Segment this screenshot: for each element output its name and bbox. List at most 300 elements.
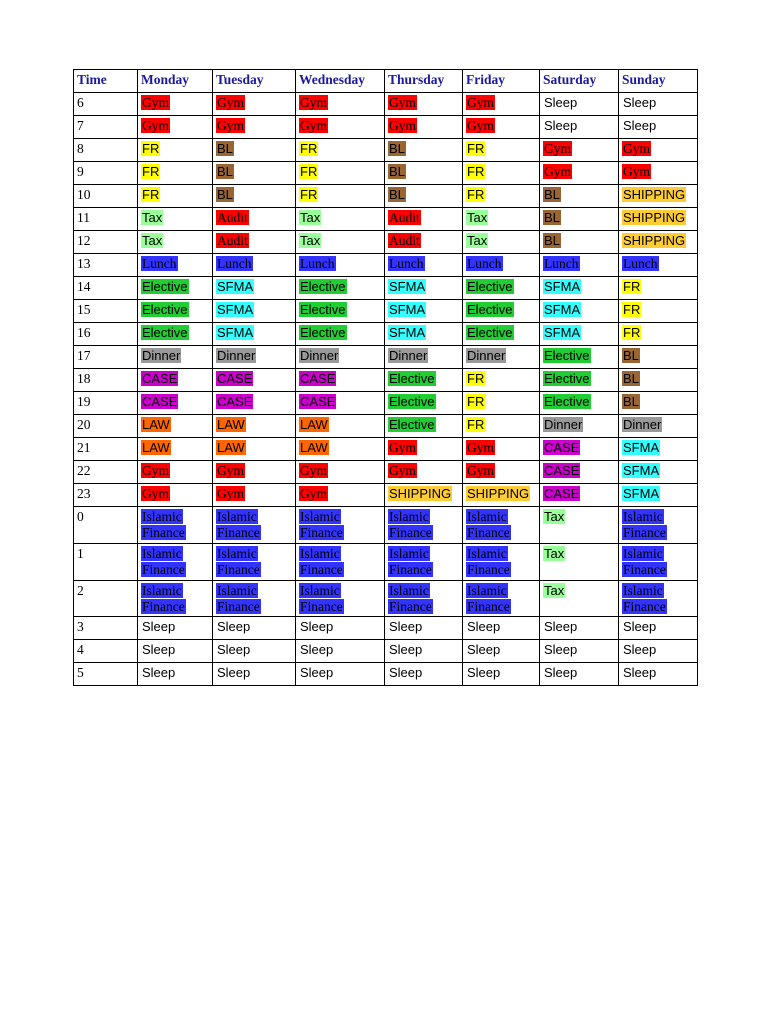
activity-label: LAW bbox=[217, 440, 245, 455]
activity-label: Elective bbox=[467, 279, 513, 294]
schedule-cell-saturday bbox=[540, 640, 619, 663]
activity-label: Gym bbox=[544, 141, 571, 156]
activity-label: Gym bbox=[623, 141, 650, 156]
schedule-cell-wednesday bbox=[296, 507, 385, 544]
table-row bbox=[74, 185, 698, 208]
schedule-cell-saturday bbox=[540, 300, 619, 323]
schedule-cell-tuesday bbox=[213, 392, 296, 415]
activity-label: Sleep bbox=[623, 95, 657, 110]
schedule-cell-thursday bbox=[385, 116, 463, 139]
time-cell: 8 bbox=[74, 139, 138, 162]
schedule-cell-wednesday bbox=[296, 484, 385, 507]
schedule-cell-sunday bbox=[619, 162, 698, 185]
activity-label: FR bbox=[300, 187, 318, 202]
schedule-cell-saturday bbox=[540, 208, 619, 231]
table-row bbox=[74, 617, 698, 640]
column-header-saturday: Saturday bbox=[540, 70, 619, 93]
activity-label: LAW bbox=[300, 417, 328, 432]
weekly-schedule-table bbox=[73, 69, 698, 686]
activity-label: Audit bbox=[217, 233, 248, 248]
schedule-cell-monday bbox=[138, 277, 213, 300]
schedule-cell-tuesday bbox=[213, 277, 296, 300]
schedule-cell-saturday bbox=[540, 346, 619, 369]
schedule-cell-thursday bbox=[385, 438, 463, 461]
schedule-cell-saturday bbox=[540, 277, 619, 300]
table-row bbox=[74, 438, 698, 461]
time-cell: 12 bbox=[74, 231, 138, 254]
activity-label: Elective bbox=[389, 417, 435, 432]
table-row bbox=[74, 580, 698, 617]
schedule-cell-monday bbox=[138, 139, 213, 162]
activity-label: LAW bbox=[217, 417, 245, 432]
schedule-cell-tuesday bbox=[213, 254, 296, 277]
time-cell: 22 bbox=[74, 461, 138, 484]
schedule-cell-tuesday bbox=[213, 231, 296, 254]
activity-label: FR bbox=[300, 141, 318, 156]
activity-label: FR bbox=[142, 141, 160, 156]
schedule-cell-friday bbox=[463, 392, 540, 415]
activity-label: Audit bbox=[389, 210, 420, 225]
schedule-cell-saturday bbox=[540, 484, 619, 507]
activity-label: Sleep bbox=[623, 642, 657, 658]
activity-label: Sleep bbox=[300, 665, 334, 681]
table-row bbox=[74, 139, 698, 162]
activity-label: Sleep bbox=[300, 619, 334, 635]
schedule-cell-tuesday bbox=[213, 369, 296, 392]
schedule-cell-saturday bbox=[540, 162, 619, 185]
time-cell: 9 bbox=[74, 162, 138, 185]
schedule-cell-thursday bbox=[385, 617, 463, 640]
table-row bbox=[74, 663, 698, 686]
time-cell: 13 bbox=[74, 254, 138, 277]
activity-label: FR bbox=[623, 279, 641, 294]
schedule-cell-sunday bbox=[619, 185, 698, 208]
activity-label: Islamic Finance bbox=[623, 582, 666, 615]
activity-label: Elective bbox=[142, 302, 188, 317]
activity-label: Sleep bbox=[389, 619, 423, 635]
schedule-cell-friday bbox=[463, 461, 540, 484]
activity-label: Audit bbox=[217, 210, 248, 225]
activity-label: FR bbox=[467, 417, 485, 432]
activity-label: Sleep bbox=[623, 665, 657, 681]
schedule-cell-sunday bbox=[619, 484, 698, 507]
schedule-cell-sunday bbox=[619, 461, 698, 484]
activity-label: CASE bbox=[217, 394, 253, 409]
schedule-cell-thursday bbox=[385, 580, 463, 617]
schedule-cell-monday bbox=[138, 346, 213, 369]
schedule-cell-sunday bbox=[619, 580, 698, 617]
schedule-cell-thursday bbox=[385, 139, 463, 162]
schedule-cell-sunday bbox=[619, 139, 698, 162]
activity-label: SFMA bbox=[389, 325, 426, 340]
activity-label: CASE bbox=[544, 486, 580, 501]
activity-label: Elective bbox=[544, 371, 590, 386]
schedule-cell-friday bbox=[463, 640, 540, 663]
time-cell: 18 bbox=[74, 369, 138, 392]
activity-label: Gym bbox=[217, 118, 244, 133]
schedule-cell-friday bbox=[463, 507, 540, 544]
activity-label: Gym bbox=[300, 95, 327, 110]
activity-label: Gym bbox=[300, 463, 327, 478]
schedule-cell-tuesday bbox=[213, 663, 296, 686]
schedule-cell-wednesday bbox=[296, 300, 385, 323]
activity-label: Islamic Finance bbox=[389, 545, 432, 578]
schedule-cell-friday bbox=[463, 208, 540, 231]
schedule-cell-friday bbox=[463, 162, 540, 185]
schedule-cell-saturday bbox=[540, 369, 619, 392]
schedule-cell-monday bbox=[138, 461, 213, 484]
schedule-cell-saturday bbox=[540, 543, 619, 580]
activity-label: SFMA bbox=[389, 279, 426, 294]
activity-label: Elective bbox=[389, 394, 435, 409]
activity-label: Islamic Finance bbox=[389, 582, 432, 615]
activity-label: CASE bbox=[142, 394, 178, 409]
activity-label: Islamic Finance bbox=[142, 509, 185, 541]
activity-label: Tax bbox=[300, 233, 321, 248]
schedule-cell-monday bbox=[138, 93, 213, 116]
activity-label: Elective bbox=[300, 279, 346, 294]
table-row bbox=[74, 323, 698, 346]
time-cell: 11 bbox=[74, 208, 138, 231]
schedule-cell-tuesday bbox=[213, 640, 296, 663]
activity-label: LAW bbox=[300, 440, 328, 455]
schedule-cell-tuesday bbox=[213, 208, 296, 231]
schedule-cell-friday bbox=[463, 617, 540, 640]
schedule-cell-wednesday bbox=[296, 231, 385, 254]
schedule-cell-sunday bbox=[619, 617, 698, 640]
activity-label: Gym bbox=[467, 440, 494, 455]
schedule-cell-monday bbox=[138, 254, 213, 277]
schedule-cell-friday bbox=[463, 484, 540, 507]
table-header bbox=[74, 70, 698, 93]
schedule-cell-sunday bbox=[619, 208, 698, 231]
schedule-cell-sunday bbox=[619, 663, 698, 686]
schedule-cell-friday bbox=[463, 116, 540, 139]
activity-label: Islamic Finance bbox=[300, 545, 343, 578]
time-cell: 5 bbox=[74, 663, 138, 686]
activity-label: Islamic Finance bbox=[467, 545, 510, 578]
activity-label: CASE bbox=[300, 371, 336, 386]
activity-label: FR bbox=[467, 164, 485, 179]
activity-label: Islamic Finance bbox=[623, 509, 666, 541]
schedule-cell-wednesday bbox=[296, 415, 385, 438]
activity-label: Gym bbox=[217, 486, 244, 501]
activity-label: Gym bbox=[467, 463, 494, 478]
activity-label: BL bbox=[217, 141, 233, 156]
schedule-cell-wednesday bbox=[296, 277, 385, 300]
activity-label: CASE bbox=[300, 394, 336, 409]
schedule-cell-sunday bbox=[619, 323, 698, 346]
schedule-cell-tuesday bbox=[213, 139, 296, 162]
schedule-cell-friday bbox=[463, 93, 540, 116]
activity-label: Sleep bbox=[300, 642, 334, 658]
activity-label: Gym bbox=[142, 118, 169, 133]
activity-label: Dinner bbox=[389, 348, 428, 363]
activity-label: Gym bbox=[467, 118, 494, 133]
column-header-wednesday: Wednesday bbox=[296, 70, 385, 93]
activity-label: SHIPPING bbox=[467, 486, 530, 501]
time-cell: 21 bbox=[74, 438, 138, 461]
activity-label: Elective bbox=[467, 325, 513, 340]
activity-label: SHIPPING bbox=[389, 486, 452, 501]
schedule-cell-monday bbox=[138, 208, 213, 231]
schedule-cell-wednesday bbox=[296, 208, 385, 231]
activity-label: Gym bbox=[217, 95, 244, 110]
schedule-cell-tuesday bbox=[213, 323, 296, 346]
schedule-cell-thursday bbox=[385, 254, 463, 277]
activity-label: Tax bbox=[544, 582, 565, 598]
time-cell: 19 bbox=[74, 392, 138, 415]
schedule-cell-thursday bbox=[385, 300, 463, 323]
activity-label: BL bbox=[623, 371, 639, 386]
schedule-cell-tuesday bbox=[213, 185, 296, 208]
time-cell: 20 bbox=[74, 415, 138, 438]
schedule-cell-sunday bbox=[619, 300, 698, 323]
schedule-cell-monday bbox=[138, 369, 213, 392]
activity-label: Dinner bbox=[623, 417, 662, 432]
schedule-cell-wednesday bbox=[296, 346, 385, 369]
activity-label: Gym bbox=[467, 95, 494, 110]
activity-label: SFMA bbox=[623, 486, 660, 501]
activity-label: Islamic Finance bbox=[217, 545, 260, 578]
schedule-cell-friday bbox=[463, 415, 540, 438]
activity-label: Elective bbox=[300, 325, 346, 340]
schedule-cell-saturday bbox=[540, 116, 619, 139]
activity-label: Sleep bbox=[467, 665, 501, 681]
activity-label: SFMA bbox=[217, 279, 254, 294]
time-cell: 1 bbox=[74, 543, 138, 580]
schedule-cell-saturday bbox=[540, 507, 619, 544]
schedule-cell-thursday bbox=[385, 346, 463, 369]
activity-label: Islamic Finance bbox=[467, 509, 510, 541]
table-row bbox=[74, 93, 698, 116]
schedule-cell-friday bbox=[463, 139, 540, 162]
time-cell: 3 bbox=[74, 617, 138, 640]
schedule-cell-tuesday bbox=[213, 484, 296, 507]
activity-label: LAW bbox=[142, 417, 170, 432]
schedule-cell-tuesday bbox=[213, 93, 296, 116]
table-row bbox=[74, 461, 698, 484]
schedule-cell-saturday bbox=[540, 231, 619, 254]
activity-label: Gym bbox=[300, 486, 327, 501]
schedule-cell-monday bbox=[138, 392, 213, 415]
activity-label: Elective bbox=[300, 302, 346, 317]
activity-label: Sleep bbox=[544, 118, 578, 133]
column-header-friday: Friday bbox=[463, 70, 540, 93]
activity-label: FR bbox=[467, 141, 485, 156]
schedule-cell-tuesday bbox=[213, 580, 296, 617]
activity-label: Islamic Finance bbox=[300, 582, 343, 615]
schedule-cell-wednesday bbox=[296, 185, 385, 208]
activity-label: BL bbox=[544, 210, 560, 225]
activity-label: Elective bbox=[467, 302, 513, 317]
schedule-cell-thursday bbox=[385, 543, 463, 580]
schedule-cell-friday bbox=[463, 543, 540, 580]
schedule-cell-tuesday bbox=[213, 162, 296, 185]
schedule-cell-thursday bbox=[385, 415, 463, 438]
schedule-cell-wednesday bbox=[296, 543, 385, 580]
time-cell: 0 bbox=[74, 507, 138, 544]
schedule-cell-wednesday bbox=[296, 139, 385, 162]
schedule-cell-tuesday bbox=[213, 438, 296, 461]
schedule-cell-friday bbox=[463, 346, 540, 369]
table-row bbox=[74, 415, 698, 438]
activity-label: Tax bbox=[467, 233, 488, 248]
time-cell: 10 bbox=[74, 185, 138, 208]
table-row bbox=[74, 162, 698, 185]
schedule-cell-saturday bbox=[540, 392, 619, 415]
schedule-cell-sunday bbox=[619, 507, 698, 544]
table-row bbox=[74, 346, 698, 369]
table-row bbox=[74, 392, 698, 415]
activity-label: CASE bbox=[142, 371, 178, 386]
activity-label: Sleep bbox=[142, 665, 176, 681]
schedule-cell-saturday bbox=[540, 185, 619, 208]
header-row bbox=[74, 70, 698, 93]
schedule-cell-sunday bbox=[619, 438, 698, 461]
activity-label: SFMA bbox=[544, 279, 581, 294]
schedule-cell-monday bbox=[138, 438, 213, 461]
activity-label: Tax bbox=[467, 210, 488, 225]
activity-label: Lunch bbox=[300, 256, 335, 271]
column-header-sunday: Sunday bbox=[619, 70, 698, 93]
table-row bbox=[74, 231, 698, 254]
activity-label: LAW bbox=[142, 440, 170, 455]
schedule-cell-thursday bbox=[385, 484, 463, 507]
activity-label: Islamic Finance bbox=[142, 582, 185, 615]
schedule-cell-saturday bbox=[540, 438, 619, 461]
schedule-cell-friday bbox=[463, 300, 540, 323]
schedule-cell-saturday bbox=[540, 580, 619, 617]
schedule-cell-wednesday bbox=[296, 663, 385, 686]
schedule-cell-saturday bbox=[540, 254, 619, 277]
activity-label: SHIPPING bbox=[623, 187, 686, 202]
schedule-cell-thursday bbox=[385, 369, 463, 392]
table-row bbox=[74, 369, 698, 392]
column-header-thursday: Thursday bbox=[385, 70, 463, 93]
time-cell: 17 bbox=[74, 346, 138, 369]
activity-label: FR bbox=[623, 302, 641, 317]
schedule-cell-wednesday bbox=[296, 254, 385, 277]
schedule-cell-thursday bbox=[385, 231, 463, 254]
activity-label: Lunch bbox=[467, 256, 502, 271]
schedule-cell-thursday bbox=[385, 640, 463, 663]
activity-label: BL bbox=[623, 394, 639, 409]
time-cell: 4 bbox=[74, 640, 138, 663]
time-cell: 6 bbox=[74, 93, 138, 116]
activity-label: BL bbox=[544, 187, 560, 202]
activity-label: BL bbox=[389, 141, 405, 156]
schedule-cell-sunday bbox=[619, 277, 698, 300]
activity-label: Sleep bbox=[544, 642, 578, 658]
activity-label: SFMA bbox=[217, 302, 254, 317]
schedule-cell-monday bbox=[138, 484, 213, 507]
activity-label: SFMA bbox=[217, 325, 254, 340]
time-cell: 7 bbox=[74, 116, 138, 139]
schedule-cell-tuesday bbox=[213, 543, 296, 580]
activity-label: BL bbox=[623, 348, 639, 363]
schedule-cell-saturday bbox=[540, 93, 619, 116]
activity-label: Elective bbox=[389, 371, 435, 386]
activity-label: Dinner bbox=[217, 348, 256, 363]
schedule-cell-friday bbox=[463, 580, 540, 617]
activity-label: SFMA bbox=[544, 302, 581, 317]
schedule-cell-wednesday bbox=[296, 392, 385, 415]
activity-label: Gym bbox=[544, 164, 571, 179]
activity-label: Gym bbox=[389, 463, 416, 478]
activity-label: Sleep bbox=[142, 619, 176, 635]
schedule-cell-saturday bbox=[540, 415, 619, 438]
schedule-cell-thursday bbox=[385, 663, 463, 686]
schedule-cell-thursday bbox=[385, 277, 463, 300]
activity-label: FR bbox=[467, 187, 485, 202]
table-row bbox=[74, 254, 698, 277]
time-cell: 23 bbox=[74, 484, 138, 507]
table-row bbox=[74, 116, 698, 139]
column-header-time: Time bbox=[74, 70, 138, 93]
activity-label: Sleep bbox=[544, 95, 578, 110]
activity-label: Sleep bbox=[544, 665, 578, 681]
schedule-cell-wednesday bbox=[296, 580, 385, 617]
schedule-cell-wednesday bbox=[296, 438, 385, 461]
schedule-cell-sunday bbox=[619, 231, 698, 254]
activity-label: Gym bbox=[389, 440, 416, 455]
schedule-cell-tuesday bbox=[213, 300, 296, 323]
schedule-cell-tuesday bbox=[213, 415, 296, 438]
activity-label: Islamic Finance bbox=[142, 545, 185, 578]
table-row bbox=[74, 484, 698, 507]
schedule-cell-monday bbox=[138, 116, 213, 139]
activity-label: BL bbox=[389, 187, 405, 202]
activity-label: FR bbox=[467, 394, 485, 409]
activity-label: Sleep bbox=[217, 642, 251, 658]
activity-label: Tax bbox=[544, 509, 565, 524]
schedule-cell-saturday bbox=[540, 461, 619, 484]
activity-label: CASE bbox=[544, 440, 580, 455]
schedule-cell-sunday bbox=[619, 93, 698, 116]
activity-label: Lunch bbox=[389, 256, 424, 271]
schedule-cell-monday bbox=[138, 323, 213, 346]
schedule-cell-saturday bbox=[540, 139, 619, 162]
activity-label: Islamic Finance bbox=[217, 509, 260, 541]
time-cell: 14 bbox=[74, 277, 138, 300]
activity-label: Sleep bbox=[217, 619, 251, 635]
schedule-cell-sunday bbox=[619, 392, 698, 415]
activity-label: Tax bbox=[300, 210, 321, 225]
schedule-cell-tuesday bbox=[213, 346, 296, 369]
activity-label: CASE bbox=[217, 371, 253, 386]
table-row bbox=[74, 300, 698, 323]
schedule-cell-tuesday bbox=[213, 507, 296, 544]
schedule-cell-saturday bbox=[540, 323, 619, 346]
activity-label: Sleep bbox=[142, 642, 176, 658]
schedule-cell-friday bbox=[463, 277, 540, 300]
schedule-cell-friday bbox=[463, 185, 540, 208]
activity-label: Gym bbox=[217, 463, 244, 478]
activity-label: Audit bbox=[389, 233, 420, 248]
activity-label: Gym bbox=[142, 95, 169, 110]
activity-label: Islamic Finance bbox=[623, 545, 666, 578]
activity-label: Tax bbox=[142, 210, 163, 225]
schedule-cell-sunday bbox=[619, 369, 698, 392]
schedule-cell-wednesday bbox=[296, 162, 385, 185]
schedule-cell-thursday bbox=[385, 323, 463, 346]
schedule-cell-tuesday bbox=[213, 461, 296, 484]
schedule-cell-thursday bbox=[385, 507, 463, 544]
time-cell: 2 bbox=[74, 580, 138, 617]
activity-label: Sleep bbox=[389, 665, 423, 681]
table-row bbox=[74, 640, 698, 663]
